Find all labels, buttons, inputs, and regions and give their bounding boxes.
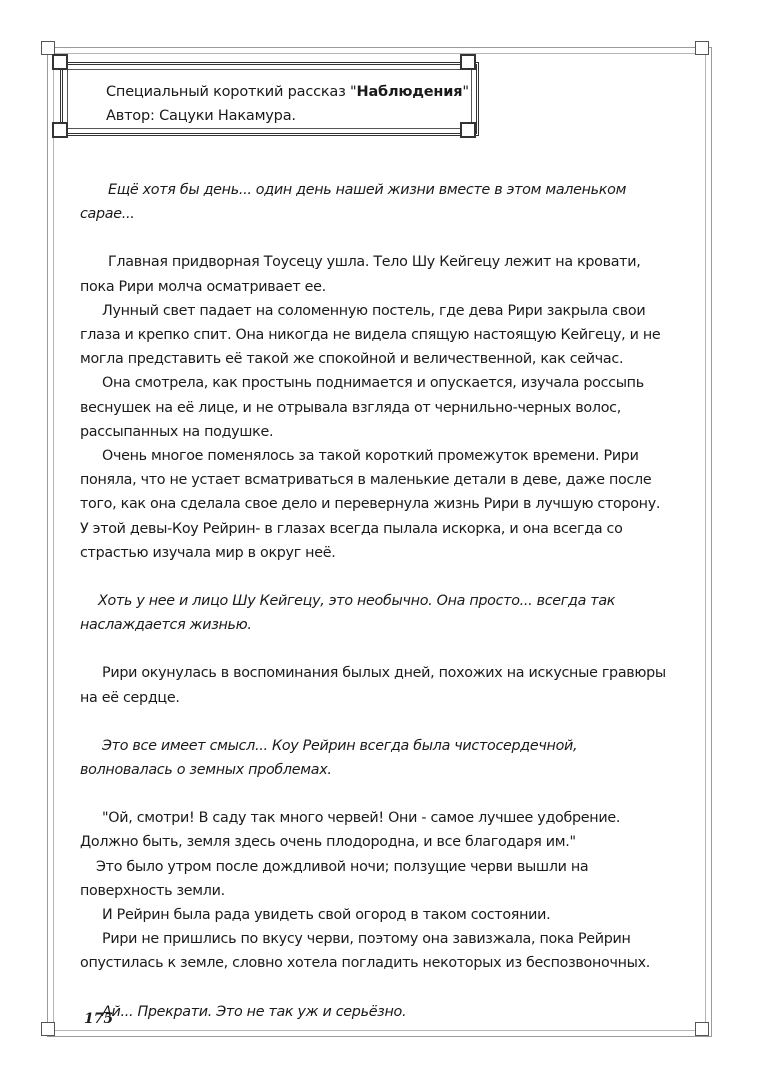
story-paragraph: Рири окунулась в воспоминания былых дней, похожих на искусные гравюры на её сердце. <box>80 665 666 706</box>
story-author: Автор: Сацуки Накамура. <box>106 108 296 124</box>
story-paragraph: И Рейрин была рада увидеть свой огород в таком состоянии. <box>102 907 551 924</box>
story-title-line: Специальный короткий рассказ "Наблюдения" <box>106 84 469 100</box>
story-paragraph: Лунный свет падает на соломенную постель, где дева Рири закрыла свои глаза и крепко спит. Она никогда не видела спящую настоящую Кейгецу, и не могла представить её такой же спокойной и величественной, как сейчас. <box>80 302 661 368</box>
story-title: Наблюдения <box>356 84 463 100</box>
story-paragraph: Это все имеет смысл... Коу Рейрин всегда была чистосердечной, волновалась о земных проблемах. <box>80 737 578 779</box>
header-corner-ornament <box>52 54 68 70</box>
header-corner-ornament <box>460 54 476 70</box>
story-paragraph: Ай... Прекрати. Это не так уж и серьёзно. <box>102 1003 407 1020</box>
story-header <box>106 80 469 128</box>
story-body <box>80 178 670 1024</box>
story-paragraph: "Ой, смотри! В саду так много червей! Они - самое лучшее удобрение. Должно быть, земля здесь очень плодородна, и все благодаря им." <box>80 810 621 851</box>
story-paragraph: Главная придворная Тоусецу ушла. Тело Шу Кейгецу лежит на кровати, пока Рири молча осматривает ее. <box>80 254 641 295</box>
frame-corner-ornament <box>41 1022 55 1036</box>
header-corner-ornament <box>52 122 68 138</box>
frame-corner-ornament <box>695 1022 709 1036</box>
story-paragraph: Она смотрела, как простынь поднимается и опускается, изучала россыпь веснушек на её лице, и не отрывала взгляда от чернильно-черных волос, рассыпанных на подушке. <box>80 375 644 440</box>
frame-corner-ornament <box>41 41 55 55</box>
story-paragraph: Очень многое поменялось за такой короткий промежуток времени. Рири поняла, что не устает всматриваться в маленькие детали в деве, даже после того, как она сделала свое дело и перевернула жизнь Рири в лучшую сторону. У этой девы-Коу Рейрин- в глазах всегда пылала искорка, и она всегда со страстью изучала мир в округ неё. <box>80 448 661 561</box>
story-paragraph: Это было утром после дождливой ночи; ползущие черви вышли на поверхность земли. <box>80 858 589 899</box>
story-paragraph: Ещё хотя бы день... один день нашей жизни вместе в этом маленьком сарае... <box>80 182 627 223</box>
page-number: 175 <box>84 1011 114 1027</box>
story-paragraph: Рири не пришлись по вкусу черви, поэтому она завизжала, пока Рейрин опустилась к земле, словно хотела погладить некоторых из беспозвоночных. <box>80 931 651 972</box>
frame-corner-ornament <box>695 41 709 55</box>
story-paragraph: Хоть у нее и лицо Шу Кейгецу, это необычно. Она просто... всегда так наслаждается жизнью. <box>80 593 616 634</box>
